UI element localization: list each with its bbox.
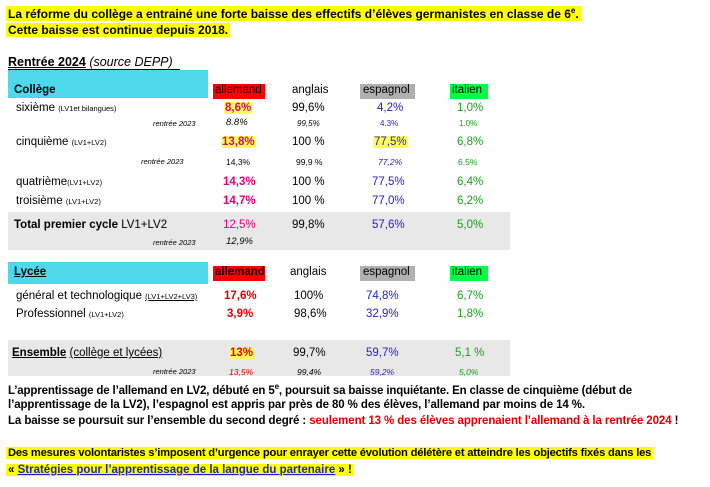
row-sixieme-de: 8,6%: [225, 102, 252, 114]
row-troisieme-de: 14,7%: [223, 195, 256, 207]
total-ensemble-prev-es: 59,2%: [370, 367, 395, 377]
lycee-col-anglais: anglais: [290, 266, 327, 278]
row-cinquieme-prev-label: rentrée 2023: [141, 157, 184, 166]
lycee-header: Lycée: [14, 266, 47, 278]
total-college-de: 12,5%: [223, 219, 256, 231]
row-cinquieme-it: 6,8%: [457, 136, 484, 148]
row-cinquieme-prev-en: 99,9 %: [296, 157, 323, 167]
total-college-en: 99,8%: [292, 219, 325, 231]
row-troisieme-en: 100 %: [292, 195, 325, 207]
row-cinquieme-prev-it: 6.5%: [458, 157, 478, 167]
lycee-col-allemand: allemand: [215, 266, 265, 278]
row-sixieme-label: sixième (LV1et bilangues): [16, 102, 117, 114]
row-sixieme-en: 99,6%: [292, 102, 325, 114]
row-general-label: général et technologique (LV1+LV2+LV3): [16, 290, 198, 302]
total-college-label: Total premier cycle LV1+LV2: [14, 219, 168, 231]
total-ensemble-es: 59,7%: [366, 347, 399, 359]
row-general-es: 74,8%: [366, 290, 399, 302]
total-ensemble-label: Ensemble (collège et lycées): [12, 347, 163, 359]
row-sixieme-prev-label: rentrée 2023: [153, 119, 196, 128]
total-ensemble-prev-de: 13,5%: [229, 367, 254, 377]
row-cinquieme-de: 13,8%: [222, 136, 255, 148]
row-sixieme-it: 1,0%: [457, 102, 484, 114]
row-quatrieme-en: 100 %: [292, 176, 325, 188]
total-college-it: 5,0%: [457, 219, 484, 231]
row-general-en: 100%: [294, 290, 324, 302]
row-cinquieme-prev-de: 14,3%: [226, 157, 251, 167]
row-sixieme-es: 4,2%: [377, 102, 404, 114]
lycee-col-italien: italien: [452, 266, 483, 278]
total-ensemble-de: 13%: [230, 347, 254, 359]
row-sixieme-prev-en: 99,5%: [297, 119, 320, 128]
conclusion-line-1: L’apprentissage de l’allemand en LV2, débuté en 5e, poursuit sa baisse inquiétante. En classe de cinquième (début de: [8, 382, 633, 397]
row-pro-en: 98,6%: [294, 308, 327, 320]
total-college-prev-de: 12,9%: [226, 236, 253, 247]
row-cinquieme-en: 100 %: [292, 136, 325, 148]
total-ensemble-prev-label: rentrée 2023: [153, 367, 196, 376]
row-cinquieme-label: cinquième (LV1+LV2): [16, 136, 107, 148]
total-college-band: [8, 212, 510, 250]
conclusion-line-3: La baisse se poursuit sur l’ensemble du second degré : seulement 13 % des élèves apprenaient l’allemand à la rentrée 2024 !: [8, 415, 679, 427]
total-ensemble-en: 99,7%: [293, 347, 326, 359]
row-general-it: 6,7%: [457, 290, 484, 302]
call-line-1: Des mesures volontaristes s’imposent d’urgence pour enrayer cette évolution délétère et atteindre les objectifs fixés dans les: [8, 447, 652, 459]
row-cinquieme-prev-es: 77,2%: [378, 157, 403, 167]
row-general-de: 17,6%: [224, 290, 257, 302]
row-quatrieme-it: 6,4%: [457, 176, 484, 188]
lycee-col-espagnol: espagnol: [363, 266, 410, 278]
row-sixieme-prev-es: 4.3%: [380, 119, 399, 128]
total-college-es: 57,6%: [372, 219, 405, 231]
strategies-link[interactable]: Stratégies pour l’apprentissage de la langue du partenaire: [17, 464, 336, 476]
row-pro-label: Professionnel (LV1+LV2): [16, 308, 124, 320]
college-col-anglais: anglais: [292, 84, 329, 96]
college-col-allemand: allemand: [215, 84, 262, 96]
total-ensemble-prev-it: 5,0%: [459, 367, 479, 377]
row-troisieme-it: 6,2%: [457, 195, 484, 207]
section-title: Rentrée 2024 (source DEPP): [8, 55, 173, 69]
total-college-prev-label: rentrée 2023: [153, 238, 196, 247]
intro-line-1: La réforme du collège a entrainé une forte baisse des effectifs d’élèves germanistes en classe de 6e.: [8, 6, 579, 21]
conclusion-line-2: l’apprentissage de la LV2), l’espagnol est appris par près de 80 % des élèves, l’allemand par moins de 14 %.: [8, 399, 585, 411]
college-col-italien: italien: [452, 84, 483, 96]
call-line-2: « Stratégies pour l’apprentissage de la langue du partenaire » !: [8, 464, 352, 476]
intro-line-2: Cette baisse est continue depuis 2018.: [8, 23, 229, 37]
college-col-espagnol: espagnol: [363, 84, 410, 96]
row-quatrieme-de: 14,3%: [223, 176, 256, 188]
row-sixieme-prev-it: 1.0%: [459, 119, 478, 128]
row-sixieme-prev-de: 8.8%: [226, 117, 248, 128]
total-ensemble-prev-en: 99,4%: [297, 367, 322, 377]
row-pro-es: 32,9%: [366, 308, 399, 320]
total-ensemble-it: 5,1 %: [455, 347, 485, 359]
row-quatrieme-label: quatrième(LV1+LV2): [16, 176, 103, 188]
row-pro-de: 3,9%: [227, 308, 254, 320]
row-cinquieme-es: 77,5%: [374, 136, 407, 148]
row-troisieme-es: 77,0%: [372, 195, 405, 207]
row-pro-it: 1,8%: [457, 308, 484, 320]
row-quatrieme-es: 77,5%: [372, 176, 405, 188]
row-troisieme-label: troisième (LV1+LV2): [16, 195, 101, 207]
college-header: Collège: [14, 84, 56, 96]
